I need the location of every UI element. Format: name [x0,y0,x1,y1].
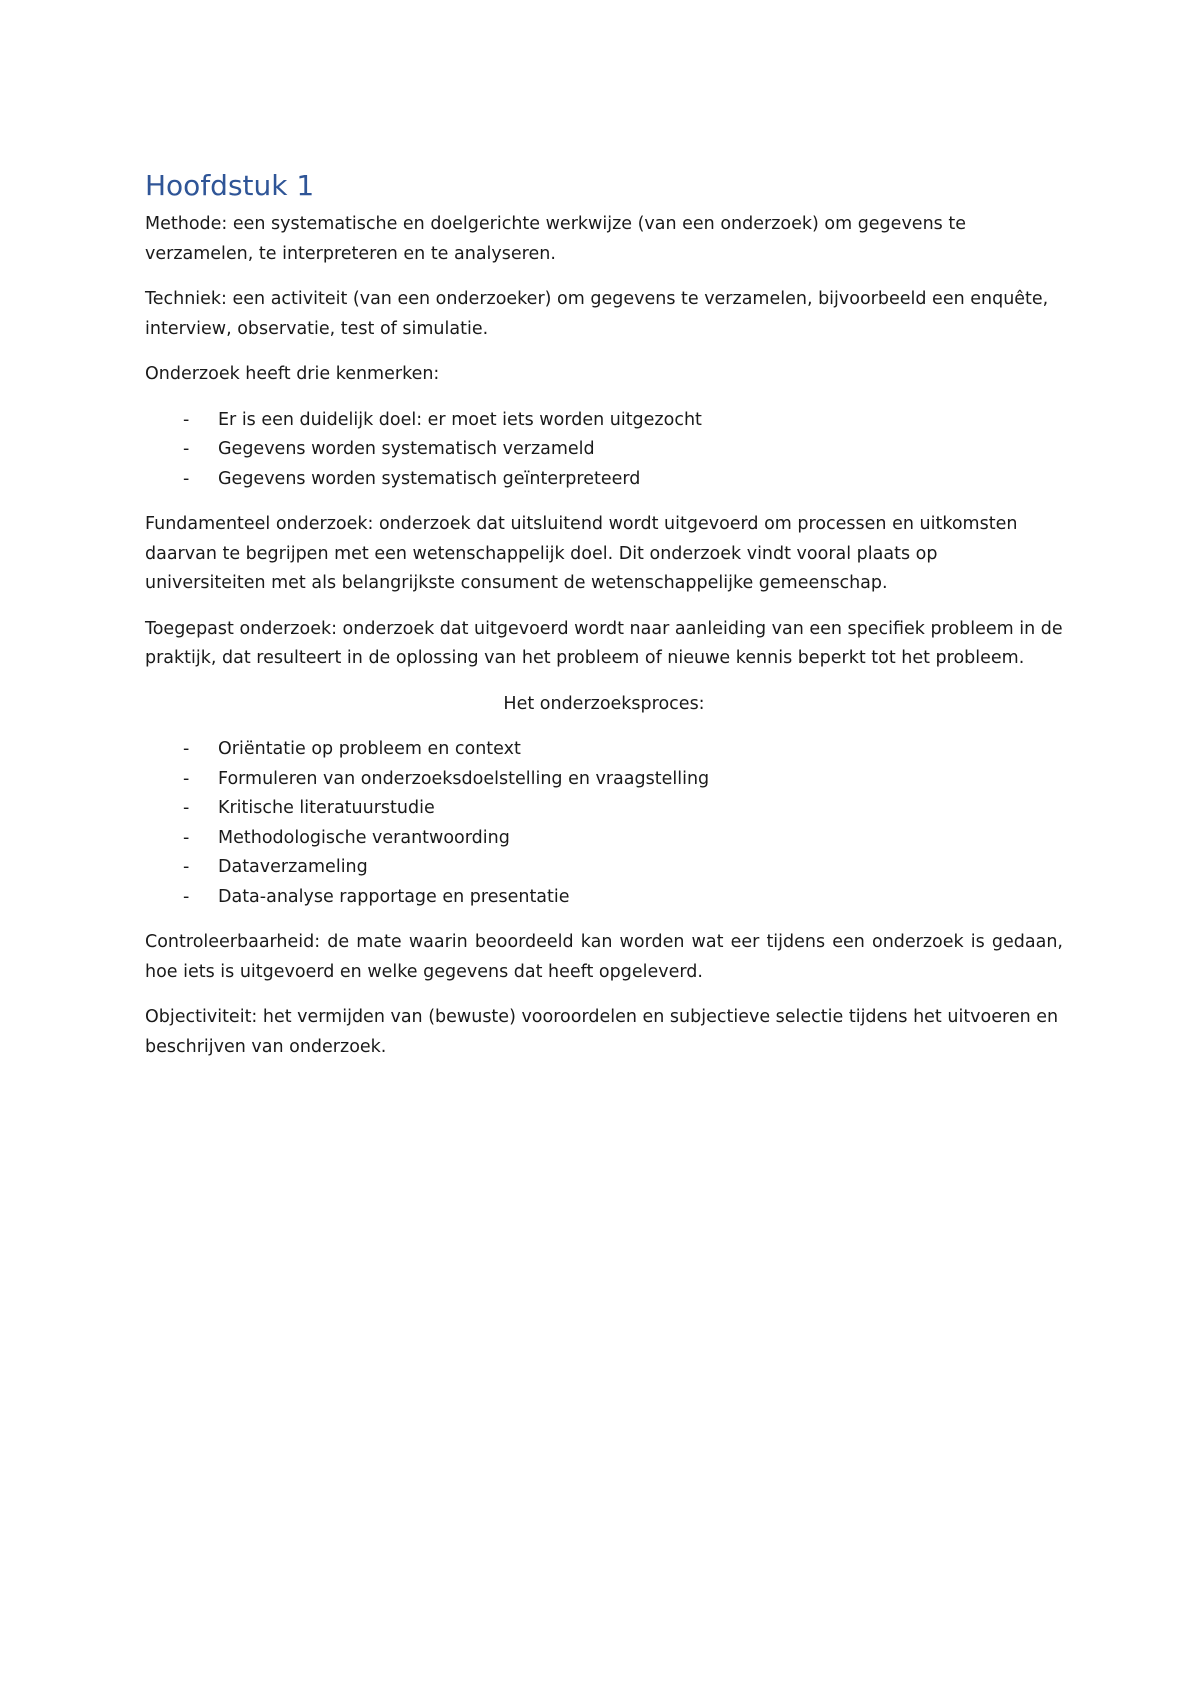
kenmerken-list [145,406,1063,495]
dash-bullet: - [183,857,190,877]
paragraph-toegepast: Toegepast onderzoek: onderzoek dat uitgevoerd wordt naar aanleiding van een specifiek probleem in de praktijk, dat resulteert in de oplossing van het probleem of nieuwe kennis beperkt tot het probleem. [145,618,1063,668]
dash-bullet: - [183,468,190,489]
paragraph-controleerbaarheid: Controleerbaarheid: de mate waarin beoordeeld kan worden wat eer tijdens een onderzoek is gedaan, hoe iets is uitgevoerd en welke gegevens dat heeft opgeleverd. [145,932,1063,982]
paragraph-kenmerken-intro: Onderzoek heeft drie kenmerken: [145,364,440,384]
list-item-text: Gegevens worden systematisch verzameld [218,439,595,459]
dash-bullet: - [183,409,190,430]
dash-bullet: - [183,886,190,907]
list-item-text: Er is een duidelijk doel: er moet iets worden uitgezocht [218,409,702,430]
dash-bullet: - [183,768,190,789]
proces-list [145,735,1063,912]
list-item [145,406,1063,436]
list-item-text: Dataverzameling [218,857,368,877]
dash-bullet: - [183,739,190,759]
list-item-text: Kritische literatuurstudie [218,798,435,818]
list-item [145,765,1063,795]
list-item-text: Data-analyse rapportage en presentatie [218,886,570,907]
list-item [145,883,1063,913]
paragraph-objectiviteit: Objectiviteit: het vermijden van (bewuste) vooroordelen en subjectieve selectie tijdens het uitvoeren en beschrijven van onderzoek. [145,1007,1059,1057]
list-item [145,435,1063,465]
document-page [145,166,1063,1078]
list-item-text: Formuleren van onderzoeksdoelstelling en vraagstelling [218,768,710,789]
list-item-text: Oriëntatie op probleem en context [218,739,521,759]
dash-bullet: - [183,827,190,848]
list-item [145,794,1063,824]
list-item [145,824,1063,854]
page-title: Hoofdstuk 1 [145,169,315,202]
list-item [145,465,1063,495]
dash-bullet: - [183,798,190,818]
dash-bullet: - [183,439,190,459]
list-item [145,735,1063,765]
proces-title: Het onderzoeksproces: [503,693,705,714]
paragraph-methode: Methode: een systematische en doelgerichte werkwijze (van een onderzoek) om gegevens te verzamelen, te interpreteren en te analyseren. [145,214,966,264]
list-item-text: Methodologische verantwoording [218,827,510,848]
paragraph-fundamenteel: Fundamenteel onderzoek: onderzoek dat uitsluitend wordt uitgevoerd om processen en uitkomsten daarvan te begrijpen met een wetenschappelijk doel. Dit onderzoek vindt vooral plaats op universiteiten met als belangrijkste consument de wetenschappelijke gemeenschap. [145,514,1018,593]
list-item-text: Gegevens worden systematisch geïnterpreteerd [218,468,641,489]
paragraph-techniek: Techniek: een activiteit (van een onderzoeker) om gegevens te verzamelen, bijvoorbeeld een enquête, interview, observatie, test of simulatie. [145,289,1049,339]
list-item [145,853,1063,883]
